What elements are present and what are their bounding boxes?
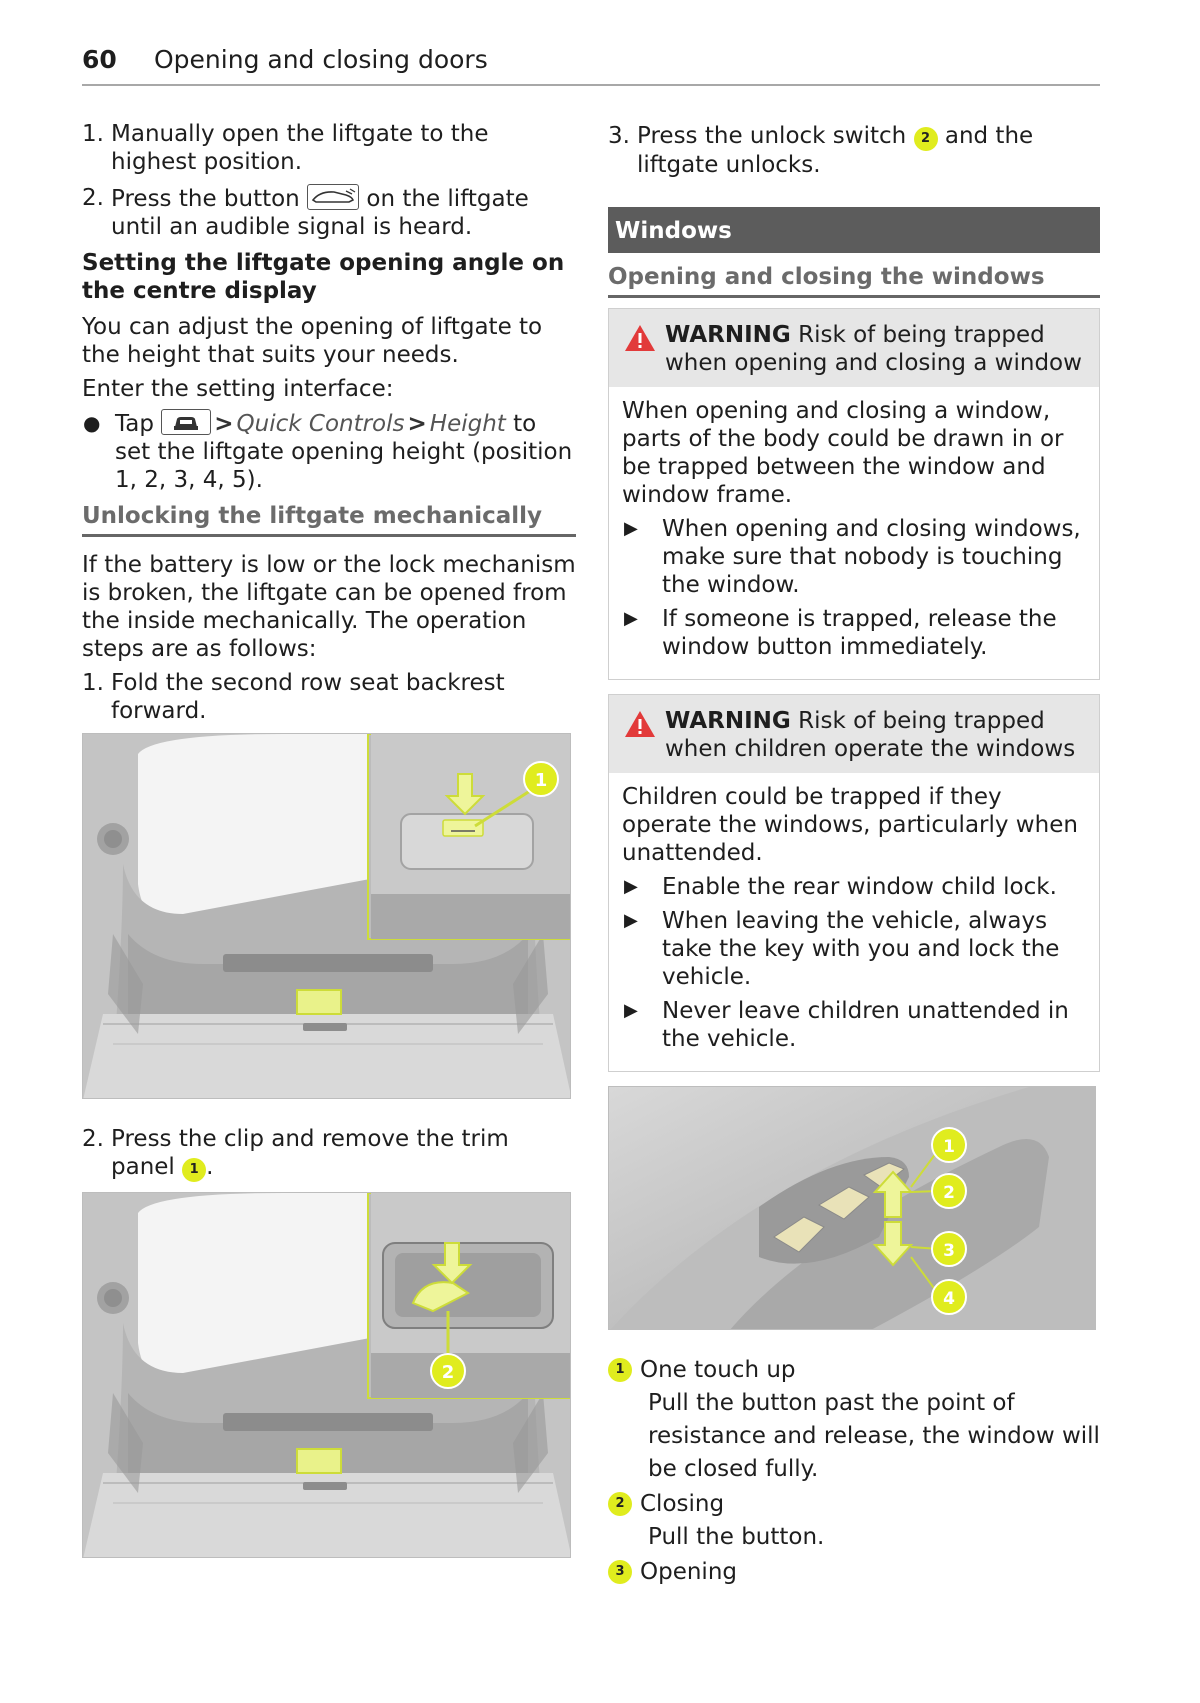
figure-legend [608,1356,1100,1586]
legend-badge: 2 [608,1492,632,1516]
window-switch-figure [608,1086,1096,1330]
fig2-badge: 2 [441,1362,455,1383]
callout-badge-1: 1 [182,1158,206,1182]
triangle-right-icon: ▶ [624,608,638,629]
warning-box-1 [608,308,1100,680]
legend-item: 1 One touch up [608,1356,1100,1384]
right-column [608,122,1100,1589]
liftgate-figure-1 [82,733,571,1099]
car-settings-icon [161,409,211,435]
step-open-highest: 1. Manually open the liftgate to the highest position. [82,121,489,175]
legend-badge: 3 [608,1560,632,1584]
setting-heading: Setting the liftgate opening angle on the centre display [82,250,565,304]
warning-body: When opening and closing a window, parts of the body could be drawn in or be trapped between the window and window frame. ▶ When opening and closing windows, make sure that nobody is touching the window. ▶ If someone is trapped, release the window button immediately. [609,387,1099,679]
left-column [82,120,576,1558]
warning-triangle-icon [623,709,657,746]
unlock-heading: Unlocking the liftgate mechanically [82,502,576,537]
warning-item: ▶ When leaving the vehicle, always take the key with you and lock the vehicle. [624,908,1060,990]
warning-box-2 [608,694,1100,1072]
fig-badge-2: 2 [943,1183,955,1203]
chapter-title: Opening and closing doors [154,45,488,74]
step-press-clip: 2. Press the clip and remove the trim panel 1 . [82,1126,509,1180]
chevron-right-icon: > [407,411,427,437]
fig-badge-1: 1 [943,1137,955,1157]
triangle-right-icon: ▶ [624,876,638,897]
setting-enter-interface: Enter the setting interface: [82,376,394,402]
section-subtitle: Opening and closing the windows [608,253,1100,298]
warning-header: WARNING Risk of being trapped when opening and closing a window [609,309,1099,387]
fig-badge-4: 4 [943,1289,955,1309]
page-number: 60 [82,45,117,74]
triangle-right-icon: ▶ [624,1000,638,1021]
legend-item: 2 Closing [608,1490,1100,1518]
legend-item: 3 Opening [608,1558,1100,1586]
page-header [82,44,1100,86]
tap-bullet: ● Tap > Quick Controls > Height to set the liftgate opening height (position 1, 2, 3, 4, 5). [83,411,573,493]
liftgate-figure-2 [82,1192,571,1558]
triangle-right-icon: ▶ [624,518,638,539]
warning-body: Children could be trapped if they operate the windows, particularly when unattended. ▶ Enable the rear window child lock. ▶ When leaving the vehicle, always take the key with you and lock the vehicle. ▶ Never leave children unattended in the vehicle. [609,773,1099,1071]
callout-badge-2: 2 [914,127,938,151]
fig-badge-3: 3 [943,1241,955,1261]
unlock-paragraph: If the battery is low or the lock mechanism is broken, the liftgate can be opened from the inside mechanically. The operation steps are as follows: [82,552,576,662]
warning-item: ▶ Enable the rear window child lock. [624,874,1057,900]
warning-header: WARNING Risk of being trapped when children operate the windows [609,695,1099,773]
triangle-right-icon: ▶ [624,910,638,931]
fig1-badge: 1 [534,770,548,791]
legend-desc: Pull the button past the point of resistance and release, the window will be closed fully. [648,1390,1100,1482]
bullet-dot-icon: ● [83,411,101,435]
warning-item: ▶ Never leave children unattended in the vehicle. [624,998,1069,1052]
legend-badge: 1 [608,1358,632,1382]
warning-triangle-icon [623,323,657,360]
warning-item: ▶ When opening and closing windows, make sure that nobody is touching the window. [624,516,1081,598]
step-press-button: 2. Press the button on the liftgate until an audible signal is heard. [82,185,529,240]
step-unlock-switch: 3. Press the unlock switch 2 and the liftgate unlocks. [608,123,1034,178]
chevron-right-icon: > [214,411,234,437]
setting-paragraph: You can adjust the opening of liftgate to the height that suits your needs. [82,314,543,368]
section-title-bar: Windows [608,207,1100,253]
warning-item: ▶ If someone is trapped, release the window button immediately. [624,606,1057,660]
legend-desc: Pull the button. [648,1524,825,1550]
liftgate-button-icon [307,184,359,210]
step-fold-seat: 1. Fold the second row seat backrest forward. [82,670,505,724]
